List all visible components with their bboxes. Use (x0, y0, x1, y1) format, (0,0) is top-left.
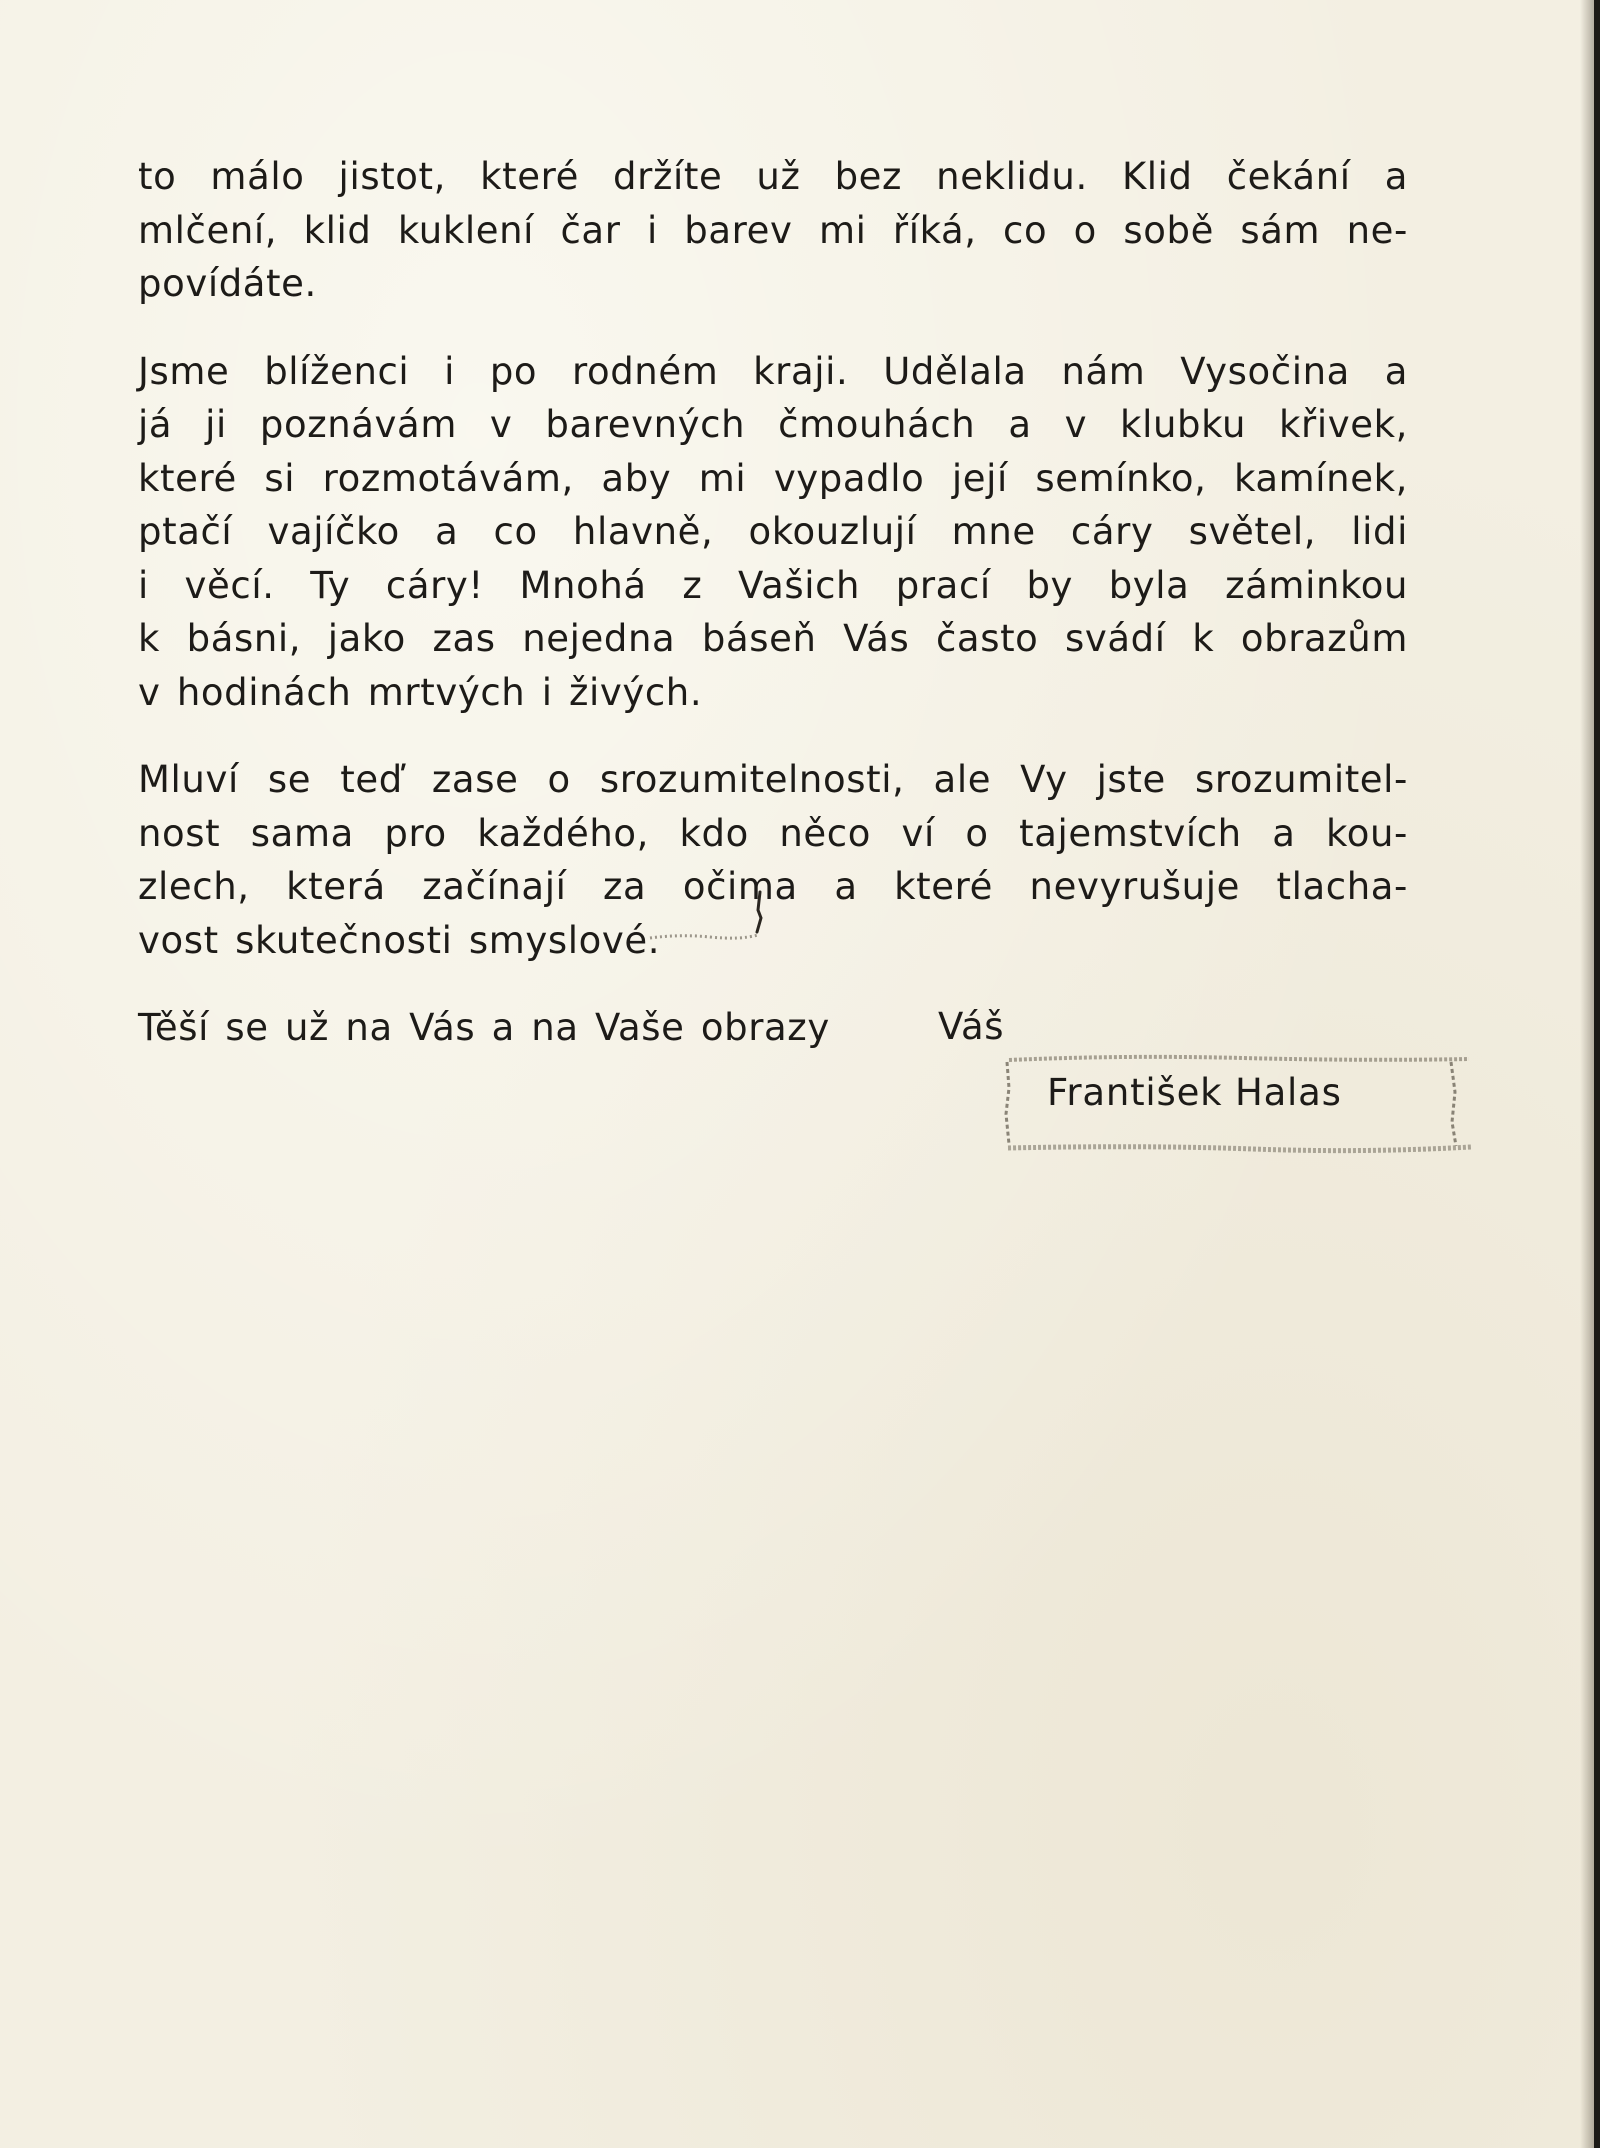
paragraph-1 (138, 150, 1408, 311)
text-line: nost sama pro každého, kdo něco ví o tajemstvích a kou- (138, 811, 1408, 855)
text-line: mlčení, klid kuklení čar i barev mi říká, co o sobě sám ne- (138, 208, 1408, 252)
text-line: ptačí vajíčko a co hlavně, okouzlují mne cáry světel, lidi (138, 510, 1408, 553)
ink-smudge-mark (640, 888, 770, 948)
text-line: to málo jistot, které držíte už bez neklidu. Klid čekání a (138, 155, 1408, 198)
paragraph-2 (138, 345, 1408, 720)
letter-body (138, 150, 1408, 1089)
text-line: v hodinách mrtvých i živých. (138, 670, 703, 714)
text-line: které si rozmotávám, aby mi vypadlo její semínko, kamínek, (138, 456, 1408, 500)
paragraph-3 (138, 753, 1408, 967)
text-line: k básni, jako zas nejedna báseň Vás často svádí k obrazům (138, 617, 1408, 660)
text-line: zlech, která začínají za očima a které nevyrušuje tlacha- (138, 865, 1408, 908)
signature-name: František Halas (1047, 1071, 1342, 1114)
salutation: Váš (938, 1005, 1005, 1048)
page-edge-shadow (1580, 0, 1594, 2148)
closing-text: Těší se už na Vás a na Vaše obrazy (138, 1006, 830, 1049)
closing-line (138, 1001, 1408, 1055)
text-line: vost skutečnosti smyslové. (138, 918, 661, 962)
text-line: Mluví se teď zase o srozumitelnosti, ale Vy jste srozumitel- (138, 758, 1408, 801)
text-line: i věcí. Ty cáry! Mnohá z Vašich prací by byla záminkou (138, 563, 1408, 607)
text-line: já ji poznávám v barevných čmouhách a v klubku křivek, (138, 403, 1408, 446)
signature-stamp (1003, 1052, 1475, 1156)
text-line: Jsme blíženci i po rodném kraji. Udělala nám Vysočina a (138, 349, 1408, 393)
text-line: povídáte. (138, 262, 317, 305)
